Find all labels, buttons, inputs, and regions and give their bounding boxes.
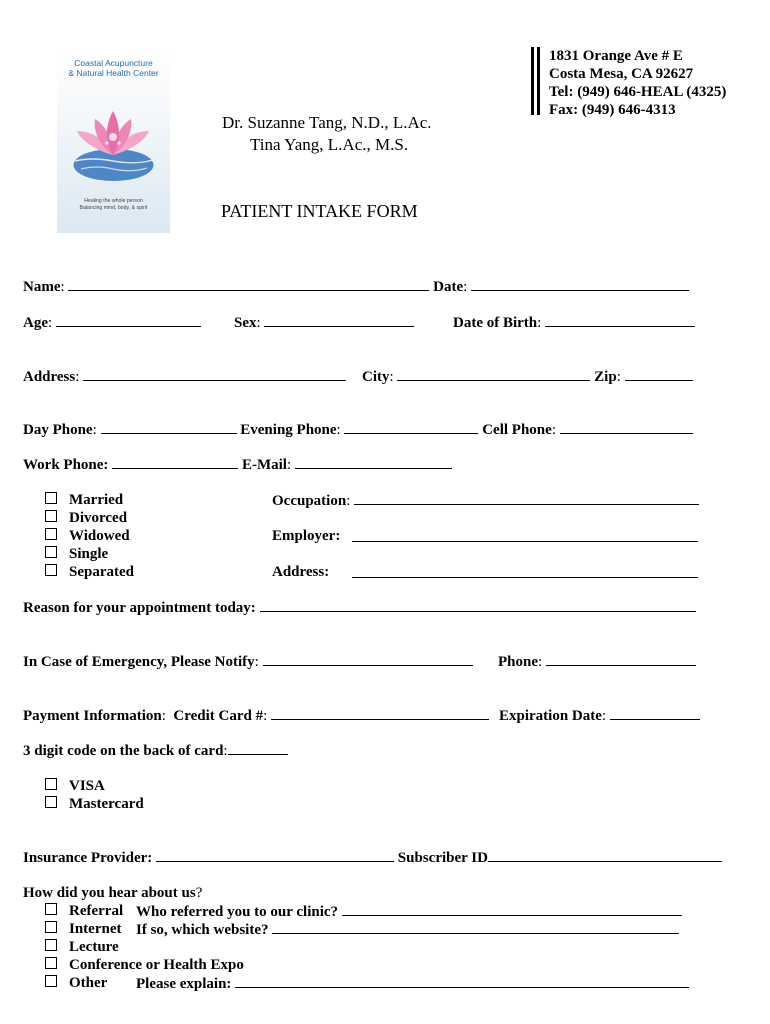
date-label: Date <box>433 279 464 295</box>
emergency-label: In Case of Emergency, Please Notify <box>23 654 255 670</box>
dob-label: Date of Birth <box>453 315 538 331</box>
sex-row: Sex: <box>234 313 414 332</box>
employer-address-field[interactable] <box>352 564 698 578</box>
other-question: Please explain: <box>136 974 689 993</box>
hear-about-heading: How did you hear about us? <box>23 885 203 901</box>
expo-option[interactable]: Conference or Health Expo <box>45 956 244 974</box>
occupation-field[interactable] <box>354 491 699 505</box>
other-explain-field[interactable] <box>235 974 689 988</box>
credit-card-label: Credit Card # <box>173 708 264 724</box>
employer-field[interactable] <box>352 528 698 542</box>
expiration-field[interactable] <box>610 706 700 720</box>
occupation-label: Occupation <box>272 493 347 509</box>
checkbox[interactable] <box>45 546 57 558</box>
logo-tagline-line1: Healing the whole person <box>84 198 143 204</box>
city-row: City: Zip: <box>362 367 693 386</box>
contact-tel: Tel: (949) 646-HEAL (4325) <box>549 84 727 100</box>
other-option: Other <box>45 974 107 992</box>
referral-option: Referral <box>45 902 123 920</box>
referral-field[interactable] <box>342 902 682 916</box>
checkbox[interactable] <box>45 939 57 951</box>
work-phone-field[interactable] <box>112 455 238 469</box>
checkbox[interactable] <box>45 796 57 808</box>
date-field[interactable] <box>471 277 689 291</box>
marital-widowed[interactable]: Widowed <box>45 527 130 545</box>
checkbox[interactable] <box>45 903 57 915</box>
name-label: Name <box>23 279 61 295</box>
employer-address-label: Address: <box>272 564 330 580</box>
marital-married[interactable]: Married <box>45 491 123 509</box>
employer-row <box>272 527 340 545</box>
employer-address-row <box>272 563 329 581</box>
cell-phone-label: Cell Phone <box>482 422 552 438</box>
emergency-row: In Case of Emergency, Please Notify: <box>23 652 473 671</box>
age-row: Age: <box>23 313 201 332</box>
cvv-field[interactable] <box>228 741 288 755</box>
evening-phone-field[interactable] <box>344 420 478 434</box>
cell-phone-field[interactable] <box>560 420 693 434</box>
email-field[interactable] <box>295 455 452 469</box>
checkbox[interactable] <box>45 528 57 540</box>
city-label: City <box>362 369 390 385</box>
practitioner-line2: Tina Yang, L.Ac., M.S. <box>250 135 409 154</box>
payment-label: Payment Information <box>23 708 162 724</box>
checkbox[interactable] <box>45 921 57 933</box>
subscriber-field[interactable] <box>488 848 722 862</box>
form-title: PATIENT INTAKE FORM <box>221 201 418 221</box>
occupation-row: Occupation: <box>272 491 699 510</box>
practitioner-line1: Dr. Suzanne Tang, N.D., L.Ac. <box>222 113 432 132</box>
subscriber-label: Subscriber ID <box>397 850 488 866</box>
contact-address1: 1831 Orange Ave # E <box>549 48 683 64</box>
dob-row: Date of Birth: <box>453 313 695 332</box>
emergency-phone-row: Phone: <box>498 652 696 671</box>
reason-field[interactable] <box>260 598 696 612</box>
phones-row: Day Phone: Evening Phone: Cell Phone: <box>23 420 693 439</box>
address-row: Address: <box>23 367 346 386</box>
checkbox[interactable] <box>45 778 57 790</box>
evening-phone-label: Evening Phone <box>240 422 337 438</box>
website-field[interactable] <box>272 920 679 934</box>
logo-tagline-line2: Balancing mind, body, & spirit <box>79 205 148 211</box>
zip-field[interactable] <box>625 367 693 381</box>
employer-label: Employer: <box>272 528 341 544</box>
card-mastercard[interactable]: Mastercard <box>45 795 144 813</box>
marital-single[interactable]: Single <box>45 545 108 563</box>
cvv-row: 3 digit code on the back of card: <box>23 741 288 760</box>
contact-divider <box>531 47 534 115</box>
internet-option: Internet <box>45 920 122 938</box>
address-field[interactable] <box>83 367 346 381</box>
cvv-label: 3 digit code on the back of card <box>23 743 224 759</box>
logo-name-line2: & Natural Health Center <box>68 68 159 78</box>
insurance-row <box>23 848 722 867</box>
reason-row <box>23 598 696 617</box>
age-field[interactable] <box>56 313 201 327</box>
lecture-option[interactable]: Lecture <box>45 938 119 956</box>
email-label: E-Mail <box>241 457 287 473</box>
age-label: Age <box>23 315 48 331</box>
emergency-field[interactable] <box>263 652 473 666</box>
card-visa[interactable]: VISA <box>45 777 105 795</box>
emergency-phone-label: Phone <box>498 654 539 670</box>
checkbox[interactable] <box>45 975 57 987</box>
address-label: Address <box>23 369 76 385</box>
contact-address2: Costa Mesa, CA 92627 <box>549 66 694 82</box>
lotus-icon <box>67 107 160 187</box>
checkbox[interactable] <box>45 492 57 504</box>
insurance-field[interactable] <box>156 848 394 862</box>
name-field[interactable] <box>68 277 429 291</box>
day-phone-label: Day Phone <box>23 422 93 438</box>
sex-field[interactable] <box>264 313 414 327</box>
checkbox[interactable] <box>45 564 57 576</box>
city-field[interactable] <box>397 367 590 381</box>
zip-label: Zip <box>594 369 617 385</box>
day-phone-field[interactable] <box>101 420 237 434</box>
reason-label: Reason for your appointment today: <box>23 600 256 616</box>
contact-divider <box>537 47 540 115</box>
clinic-logo <box>57 52 170 233</box>
contact-fax: Fax: (949) 646-4313 <box>549 102 676 118</box>
expiration-label: Expiration Date <box>499 708 602 724</box>
internet-question: If so, which website? <box>136 920 679 939</box>
referral-question: Who referred you to our clinic? <box>136 902 682 921</box>
payment-row: Payment Information: Credit Card #: <box>23 706 489 725</box>
work-row: Work Phone: E-Mail: <box>23 455 452 474</box>
credit-card-field[interactable] <box>271 706 489 720</box>
insurance-label: Insurance Provider: <box>23 850 153 866</box>
expiration-row: Expiration Date: <box>499 706 700 725</box>
marital-separated[interactable]: Separated <box>45 563 134 581</box>
emergency-phone-field[interactable] <box>546 652 696 666</box>
name-row: Name: Date: <box>23 277 689 296</box>
logo-name-line1: Coastal Acupuncture <box>74 58 153 68</box>
dob-field[interactable] <box>545 313 695 327</box>
checkbox[interactable] <box>45 957 57 969</box>
sex-label: Sex <box>234 315 257 331</box>
work-phone-label: Work Phone: <box>23 457 109 473</box>
checkbox[interactable] <box>45 510 57 522</box>
marital-divorced[interactable]: Divorced <box>45 509 127 527</box>
